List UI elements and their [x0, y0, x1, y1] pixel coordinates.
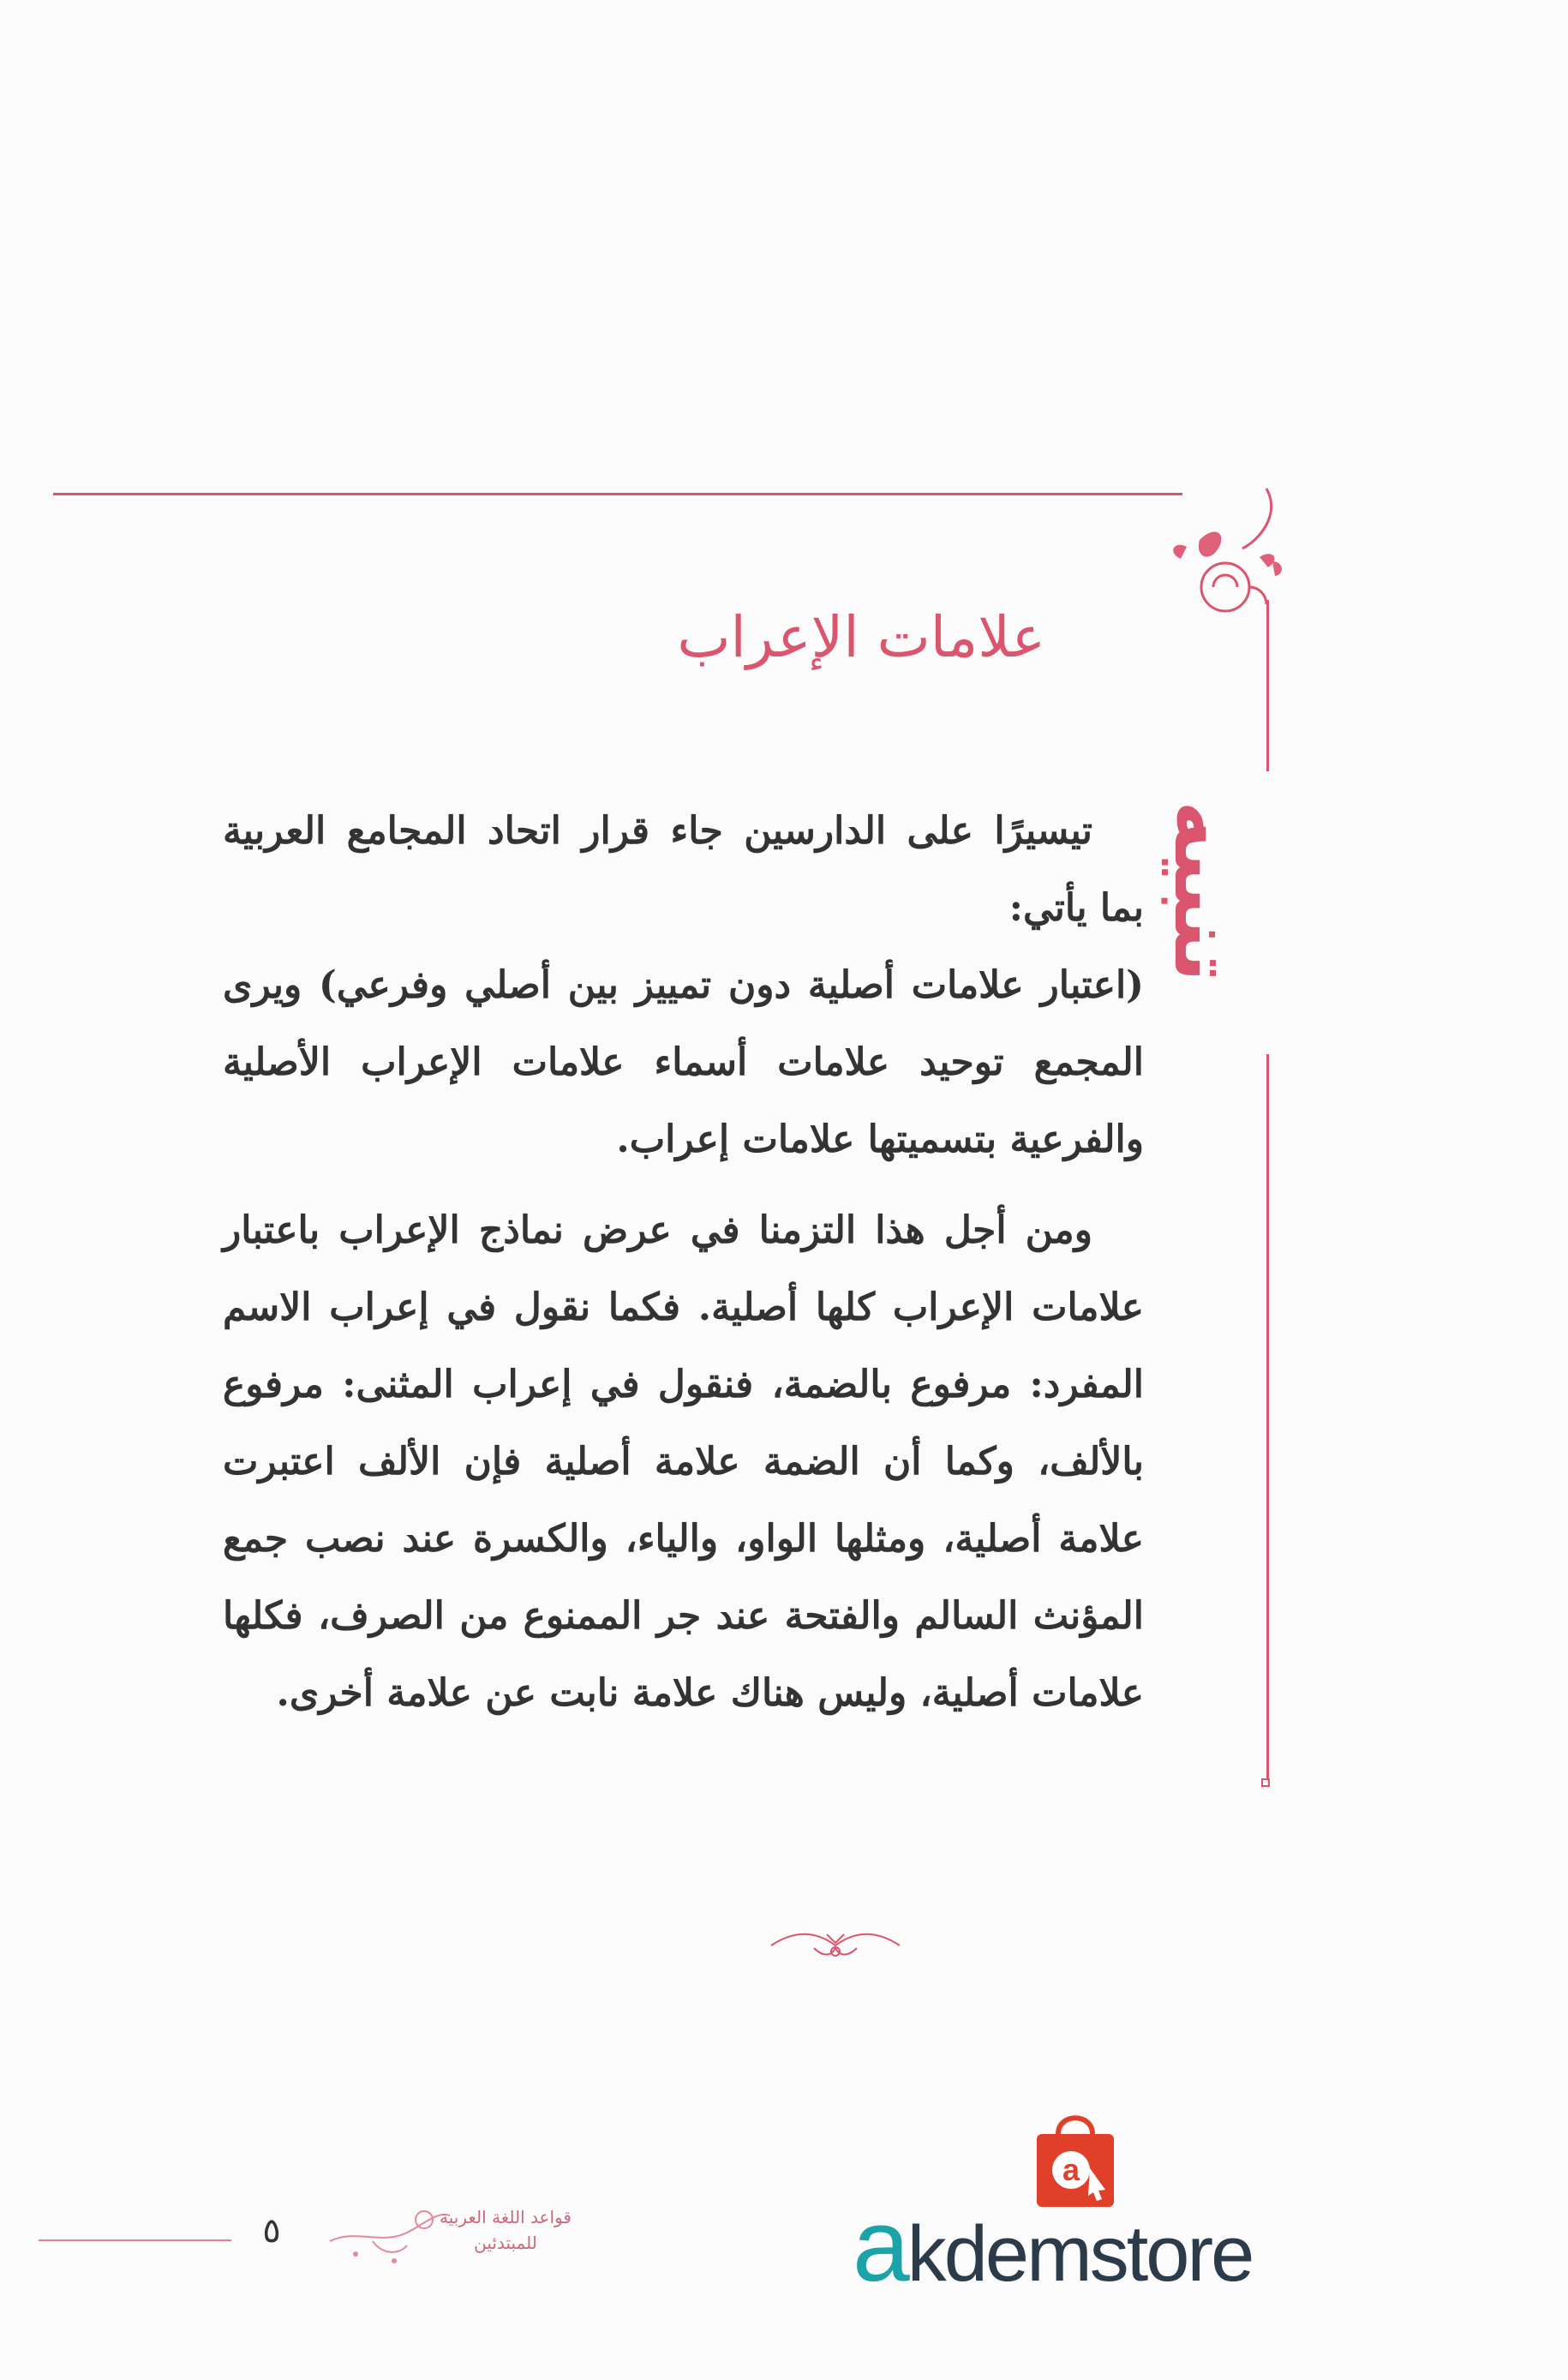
paragraph-1: تيسيرًا على الدارسين جاء قرار اتحاد المجامع العربية بما يأتي:	[223, 809, 1144, 930]
section-title: علامات الإعراب	[677, 604, 1045, 670]
footer-book-title-line2: للمبتدئين	[474, 2233, 537, 2253]
footer-book-title-line1: قواعد اللغة العربية	[440, 2207, 572, 2227]
watermark-letter: a	[853, 2188, 907, 2303]
paragraph-2: (اعتبار علامات أصلية دون تمييز بين أصلي وفرعي) ويرى المجمع توحيد علامات أسماء علامات الإعراب الأصلية والفرعية بتسميتها علامات إعراب.	[223, 963, 1144, 1161]
paragraph-3: ومن أجل هذا التزمنا في عرض نماذج الإعراب باعتبار علامات الإعراب كلها أصلية. فكما نقول في إعراب الاسم المفرد: مرفوع بالضمة، فنقول في إعراب المثنى: مرفوع بالألف، وكما أن الضمة علامة أصلية فإن الألف اعتبرت علامة أصلية، ومثلها الواو، والياء، والكسرة عند نصب جمع المؤنث السالم والفتحة عند جر الممنوع من الصرف، فكلها علامات أصلية، وليس هناك علامة نابت عن علامة أخرى.	[223, 1208, 1144, 1715]
body-text	[223, 793, 1144, 1732]
store-bag-logo-icon	[1028, 2108, 1122, 2211]
page-number: ٥	[262, 2211, 281, 2251]
footer-book-title	[433, 2204, 578, 2256]
frame-end-square	[1261, 1778, 1270, 1787]
side-title: تنبيه	[1156, 800, 1252, 982]
floral-swirl-icon	[1114, 480, 1294, 651]
frame-top-rule	[53, 493, 1182, 495]
svg-text:a: a	[1062, 2152, 1080, 2187]
footer-rule	[39, 2239, 231, 2241]
store-watermark	[853, 2188, 1332, 2303]
ornament-divider-icon	[763, 1915, 908, 1967]
watermark-name: kdemstore	[907, 2210, 1253, 2298]
